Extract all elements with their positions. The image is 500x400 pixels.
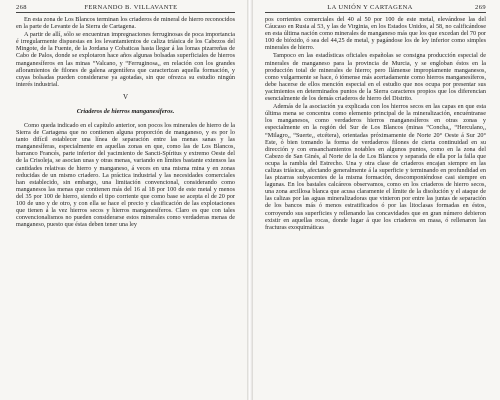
paragraph: pos corrientes comerciales del 40 al 50 por 100 de este metal, elevándose las del Cáucaso en Rusia al 53, y las de Virginia, en los Estados Unidos, al 58, no calificándose en esta última nación como minerales de manganeso más que los que excedan del 70 por 100 de bióxido, ó sea del 44,25 de metal, y pagándose los de ley inferior como simples minerales de hierro. [265, 16, 486, 52]
paragraph: Tampoco en las estadísticas oficiales españolas se consigna producción especial de minerales de manganeso para la provincia de Murcia, y se engloban éstos en la producción total de minerales de hierro; pero llámense impropiamente manganesos, como vulgarmente se hace, ó tómense más acertadamente como hierros manganesíferos, debe hacerse de ellos mención especial en el estudio que nos ocupa por presentar sus yacimientos en determinados puntos de la Sierra caracteres propios que los diferencian esencialmente de los demás criaderos de hierro del Distrito. [265, 52, 486, 103]
paragraph: En esta zona de Los Blancos terminan los criaderos de mineral de hierro reconocidos en la parte de Levante de la Sierra de Cartagena. [16, 16, 235, 31]
right-page-header [265, 4, 486, 13]
left-page-header [16, 4, 235, 13]
page-number: 269 [475, 4, 486, 11]
paragraph: A partir de allí, sólo se encuentran impregnaciones ferruginosas de poca importancia é irregularmente dispuestas en los levantamientos de caliza triásica de los Cabezos del Mingote, de la Fuente, de la Jordana y Cobaticas hasta llegar á las lomas pizarreñas de Cabo de Palos, donde se explotaron hace años algunas bolsadas superficiales de hierros manganesíferos en las minas “Valcano, y “Ferruginosa,, en relación con los grandes afloramientos de filones de galena argentífera que caracterizan aquella formación, y cuyas bolsadas pueden considerarse ya agotadas, sin que ofrezca su estudio ningún interés industrial. [16, 31, 235, 88]
section-title: Criaderos de hierros manganesíferos. [76, 107, 175, 115]
paragraph: Además de la asociación ya explicada con los hierros secos en las capas en que esta última mena se concentra como elemento principal de la mineralización, encuéntranse los manganesos, como verdaderos hierros manganesíferos en otras zonas y especialmente en la región del Sur de Los Blancos (minas “Concha,, “Herculano,, “Milagro,, “Suerte,, etcétera), orientadas próximamente de Norte 20° Oeste á Sur 20° Este, ó bien tomando la forma de verdaderos filones de cierta continuidad en su dirección y con ensanchamientos notables en algunos puntos, como en la zona del Cabezo de San Ginés, al Norte de la de Los Blancos y separada de ella por la falla que ocupa la rambla del Estrecho. Una y otra clase de criaderos encajan siempre en las calizas triásicas, afectando generalmente á la superficie y terminando en profundidad en las pizarras subyacentes de la misma formación, descomponiéndose casi siempre en lagunas. En los bastales calcáreos observamos, como en los criaderos de hierro secos, una zona arcillosa blanca que acusa claramente el límite de la disolución y el ataque de las calizas por las aguas mineralizadoras que vinieron por entre las juntas de separación de los bancos más ó menos estratificados ó por las litoclasas formadas en éstos, corroyendo sus superficies y rellenando las concavidades que en gran número debieron existir en aquellas rocas, donde lugar á que los criaderos en masa, ó rellenaron las fracturas exoquimáticas [265, 103, 486, 231]
left-page [0, 0, 247, 400]
running-head: FERNANDO B. VILLAVANTE [84, 4, 178, 11]
right-page [253, 0, 500, 400]
page-number: 268 [16, 4, 27, 11]
paragraph: Como queda indicado en el capítulo anterior, son pocos los minerales de hierro de la Sierra de Cartagena que no contienen alguna proporción de manganeso, y es por lo tanto difícil establecer una línea de separación entre las menas sanas y las manganesíferas, especialmente en aquellas zonas en que, como las de Los Blancos, barranco Francés, parte inferior del yacimiento de Sancti-Spíritus y extremo Oeste del de la Crisoleja, se asocian unas y otras menas, variando en límites bastante extensos las cantidades relativas de hierro y manganeso, á veces en una misma mina y en zonas reducidas de un mismo criadero. La práctica industrial y las necesidades comerciales han establecido, sin embargo, una limitación convencional, considerando como manganesos las menas que contienen más del 16 al 18 por 100 de este metal y menos del 35 por 100 de hierro, siendo el tipo corriente que como base se acepta el de 20 por 100 de uno y de otro, y con ella se hace el precio y clasificación de las explotaciones que tienen á la vez hierros secos y hierros manganesíferos. Claro es que con tales convencionalismos no pueden considerarse estos minerales como verdaderas menas de manganeso, puesto que éstas deben tener una ley [16, 121, 235, 229]
running-head: LA UNIÓN Y CARTAGENA [327, 4, 413, 11]
section-number: V [122, 92, 129, 101]
